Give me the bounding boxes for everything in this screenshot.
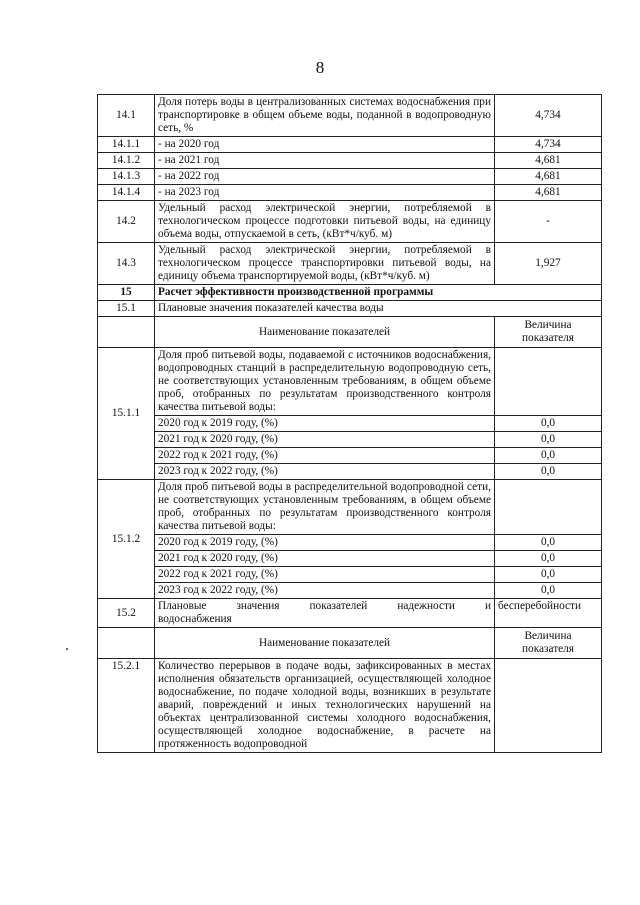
list-item: [98, 464, 602, 480]
table-row: [98, 153, 602, 169]
header-name: Наименование показателей: [155, 317, 495, 348]
item-value: 0,0: [495, 583, 602, 599]
list-item: [98, 551, 602, 567]
row-value: 4,681: [495, 153, 602, 169]
row-number: 14.1.1: [98, 137, 155, 153]
list-item: [98, 448, 602, 464]
item-value: 0,0: [495, 551, 602, 567]
section-number: 15: [98, 285, 155, 301]
table-row: [98, 480, 602, 535]
row-number: 14.1.2: [98, 153, 155, 169]
section-row: [98, 285, 602, 301]
row-value: 4,681: [495, 185, 602, 201]
row-text: - на 2020 год: [155, 137, 495, 153]
item-label: 2022 год к 2021 году, (%): [155, 567, 495, 583]
section-title: Расчет эффективности производственной программы: [155, 285, 602, 301]
subsection-title-line: водоснабжения: [158, 613, 232, 625]
subsection-row: [98, 301, 602, 317]
row-text: Доля потерь воды в централизованных системах водоснабжения при транспортировке в общем объеме воды, поданной в водопроводную сеть, %: [155, 95, 495, 137]
table-row: [98, 348, 602, 416]
item-label: 2020 год к 2019 году, (%): [155, 535, 495, 551]
indicators-table: [97, 94, 602, 753]
list-item: [98, 416, 602, 432]
row-number: 15.1: [98, 301, 155, 317]
row-number: 14.2: [98, 201, 155, 243]
table-row: [98, 243, 602, 285]
row-number: 15.2: [98, 599, 155, 628]
row-text: Доля проб питьевой воды в распределительной водопроводной сети, не соответствующих установленным требованиям, в общем объеме проб, отобранных по результатам производственного контроля качества питьевой воды:: [155, 480, 495, 535]
row-value: -: [495, 201, 602, 243]
subsection-title-line: Плановые значения показателей надежности и: [158, 600, 491, 612]
row-text: Доля проб питьевой воды, подаваемой с источников водоснабжения, водопроводных станций в распределительную водопроводную сеть, не соответствующих установленным требованиям, в общем объеме проб, отобранных по результатам производственного контроля качества питьевой воды:: [155, 348, 495, 416]
row-text: Количество перерывов в подаче воды, зафиксированных в местах исполнения обязательств организацией, осуществляющей холодное водоснабжение, по подаче холодной воды, возникших в результате аварий, повреждений и иных технологических нарушений на объектах централизованной системы холодного водоснабжения, осуществляющей холодное водоснабжение, в расчете на протяженность водопроводной: [155, 659, 495, 753]
item-label: 2021 год к 2020 году, (%): [155, 432, 495, 448]
scan-speck: [66, 648, 68, 650]
item-value: 0,0: [495, 535, 602, 551]
row-number: 14.1: [98, 95, 155, 137]
item-label: 2021 год к 2020 году, (%): [155, 551, 495, 567]
table-row: [98, 185, 602, 201]
subsection-row: [98, 599, 602, 628]
table-row: [98, 659, 602, 753]
row-number: 14.1.4: [98, 185, 155, 201]
row-number: 15.1.1: [98, 348, 155, 480]
table-row: [98, 95, 602, 137]
table-row: [98, 137, 602, 153]
table-row: [98, 169, 602, 185]
subsection-title-continued: бесперебойности: [495, 599, 602, 628]
row-text: Удельный расход электрической энергии, потребляемой в технологическом процессе транспортировки питьевой воды, на единицу объема транспортируемой воды, (кВт*ч/куб. м): [155, 243, 495, 285]
table-row: [98, 201, 602, 243]
item-value: 0,0: [495, 416, 602, 432]
row-text: - на 2022 год: [155, 169, 495, 185]
list-item: [98, 535, 602, 551]
item-value: 0,0: [495, 448, 602, 464]
item-label: 2023 год к 2022 году, (%): [155, 583, 495, 599]
item-label: 2023 год к 2022 году, (%): [155, 464, 495, 480]
row-text: - на 2021 год: [155, 153, 495, 169]
header-value: Величина показателя: [495, 317, 602, 348]
row-value: 4,681: [495, 169, 602, 185]
row-text: - на 2023 год: [155, 185, 495, 201]
item-label: 2020 год к 2019 году, (%): [155, 416, 495, 432]
header-row: [98, 628, 602, 659]
item-value: 0,0: [495, 464, 602, 480]
row-text: Удельный расход электрической энергии, потребляемой в технологическом процессе подготовки питьевой воды, на единицу объема воды, отпускаемой в сеть, (кВт*ч/куб. м): [155, 201, 495, 243]
row-number: 15.1.2: [98, 480, 155, 599]
item-label: 2022 год к 2021 году, (%): [155, 448, 495, 464]
item-value: 0,0: [495, 567, 602, 583]
list-item: [98, 583, 602, 599]
subsection-title: Плановые значения показателей качества воды: [155, 301, 602, 317]
row-number: 14.1.3: [98, 169, 155, 185]
header-row: [98, 317, 602, 348]
list-item: [98, 567, 602, 583]
row-value: 4,734: [495, 137, 602, 153]
row-number: 15.2.1: [98, 659, 155, 753]
row-value: 4,734: [495, 95, 602, 137]
list-item: [98, 432, 602, 448]
header-value: Величина показателя: [495, 628, 602, 659]
subsection-title: [155, 599, 495, 628]
row-value: 1,927: [495, 243, 602, 285]
page-number: 8: [315, 58, 325, 77]
header-name: Наименование показателей: [155, 628, 495, 659]
row-number: 14.3: [98, 243, 155, 285]
item-value: 0,0: [495, 432, 602, 448]
